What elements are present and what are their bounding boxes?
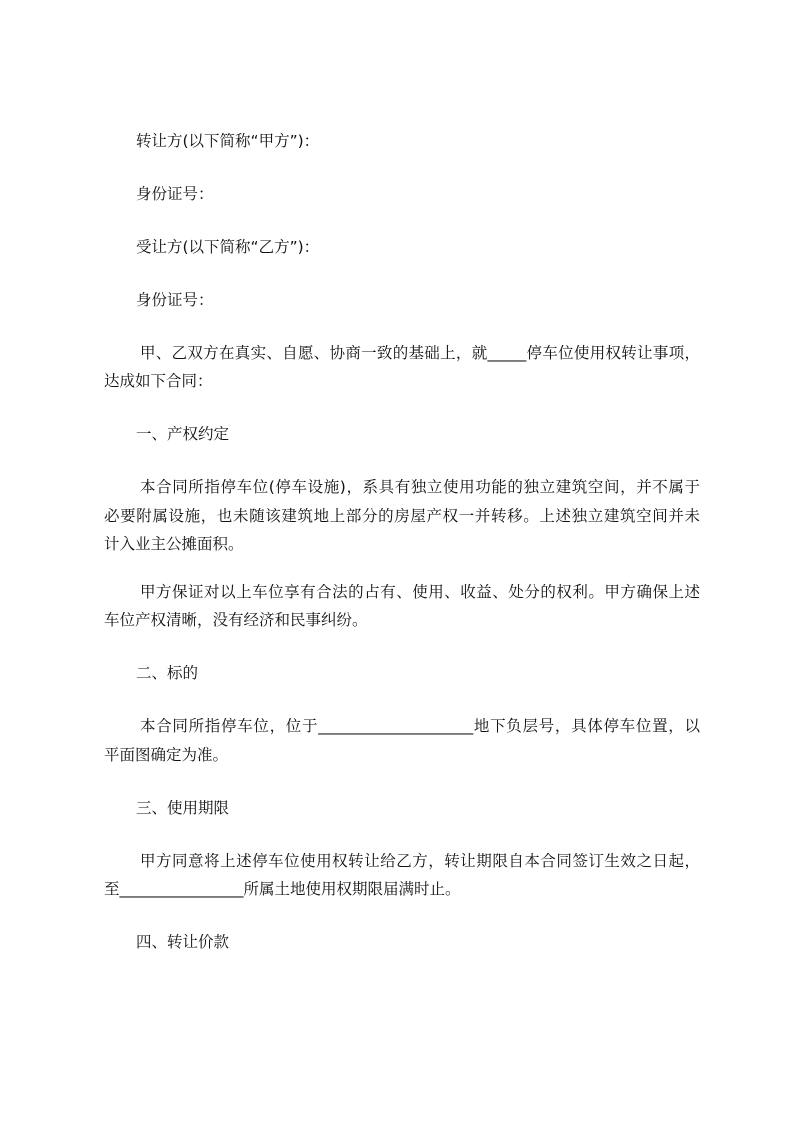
transferee-field (104, 233, 700, 261)
paragraph-line: 至________________所属土地使用权期限届满时止。 (104, 880, 461, 899)
contract-body (104, 127, 700, 981)
paragraph-line: 车位产权清晰，没有经济和民事纠纷。 (104, 611, 368, 630)
paragraph-line: 本合同所指停车位(停车设施)，系具有独立使用功能的独立建筑空间，并不属于 (140, 478, 700, 497)
transferee-id-field (104, 286, 700, 314)
transferor-id-label: 身份证号： (136, 185, 214, 203)
section-heading-text: 三、使用期限 (136, 798, 230, 817)
paragraph-line: 本合同所指停车位，位于____________________地下负层号，具体停车位置，以 (140, 717, 700, 736)
section-heading (104, 794, 700, 822)
section-heading (104, 420, 700, 448)
section-heading-text: 四、转让价款 (136, 933, 230, 952)
paragraph-line: 甲方保证对以上车位享有合法的占有、使用、收益、处分的权利。甲方确保上述 (140, 582, 700, 601)
transferor-label: 转让方(以下简称“甲方”)： (136, 132, 320, 150)
section-heading-text: 二、标的 (136, 664, 199, 683)
paragraph-line: 平面图确定为准。 (104, 745, 229, 764)
paragraph (104, 847, 700, 904)
transferor-id-field (104, 180, 700, 208)
section-heading-text: 一、产权约定 (136, 425, 230, 444)
paragraph-line: 计入业主公摊面积。 (104, 535, 244, 554)
paragraph (104, 473, 700, 558)
paragraph (104, 712, 700, 769)
paragraph (104, 578, 700, 635)
preamble-paragraph (104, 339, 700, 396)
section-heading (104, 928, 700, 956)
transferee-id-label: 身份证号： (136, 291, 214, 309)
transferor-field (104, 127, 700, 155)
transferee-label: 受让方(以下简称“乙方”)： (136, 238, 320, 256)
paragraph-line: 必要附属设施，也未随该建筑地上部分的房屋产权一并转移。上述独立建筑空间并未 (104, 506, 700, 525)
paragraph-line: 甲、乙双方在真实、自愿、协商一致的基础上，就_____停车位使用权转让事项， (140, 344, 700, 362)
paragraph-line: 达成如下合同： (104, 372, 213, 391)
paragraph-line: 甲方同意将上述停车位使用权转让给乙方，转让期限自本合同签订生效之日起， (140, 851, 700, 870)
section-heading (104, 659, 700, 687)
